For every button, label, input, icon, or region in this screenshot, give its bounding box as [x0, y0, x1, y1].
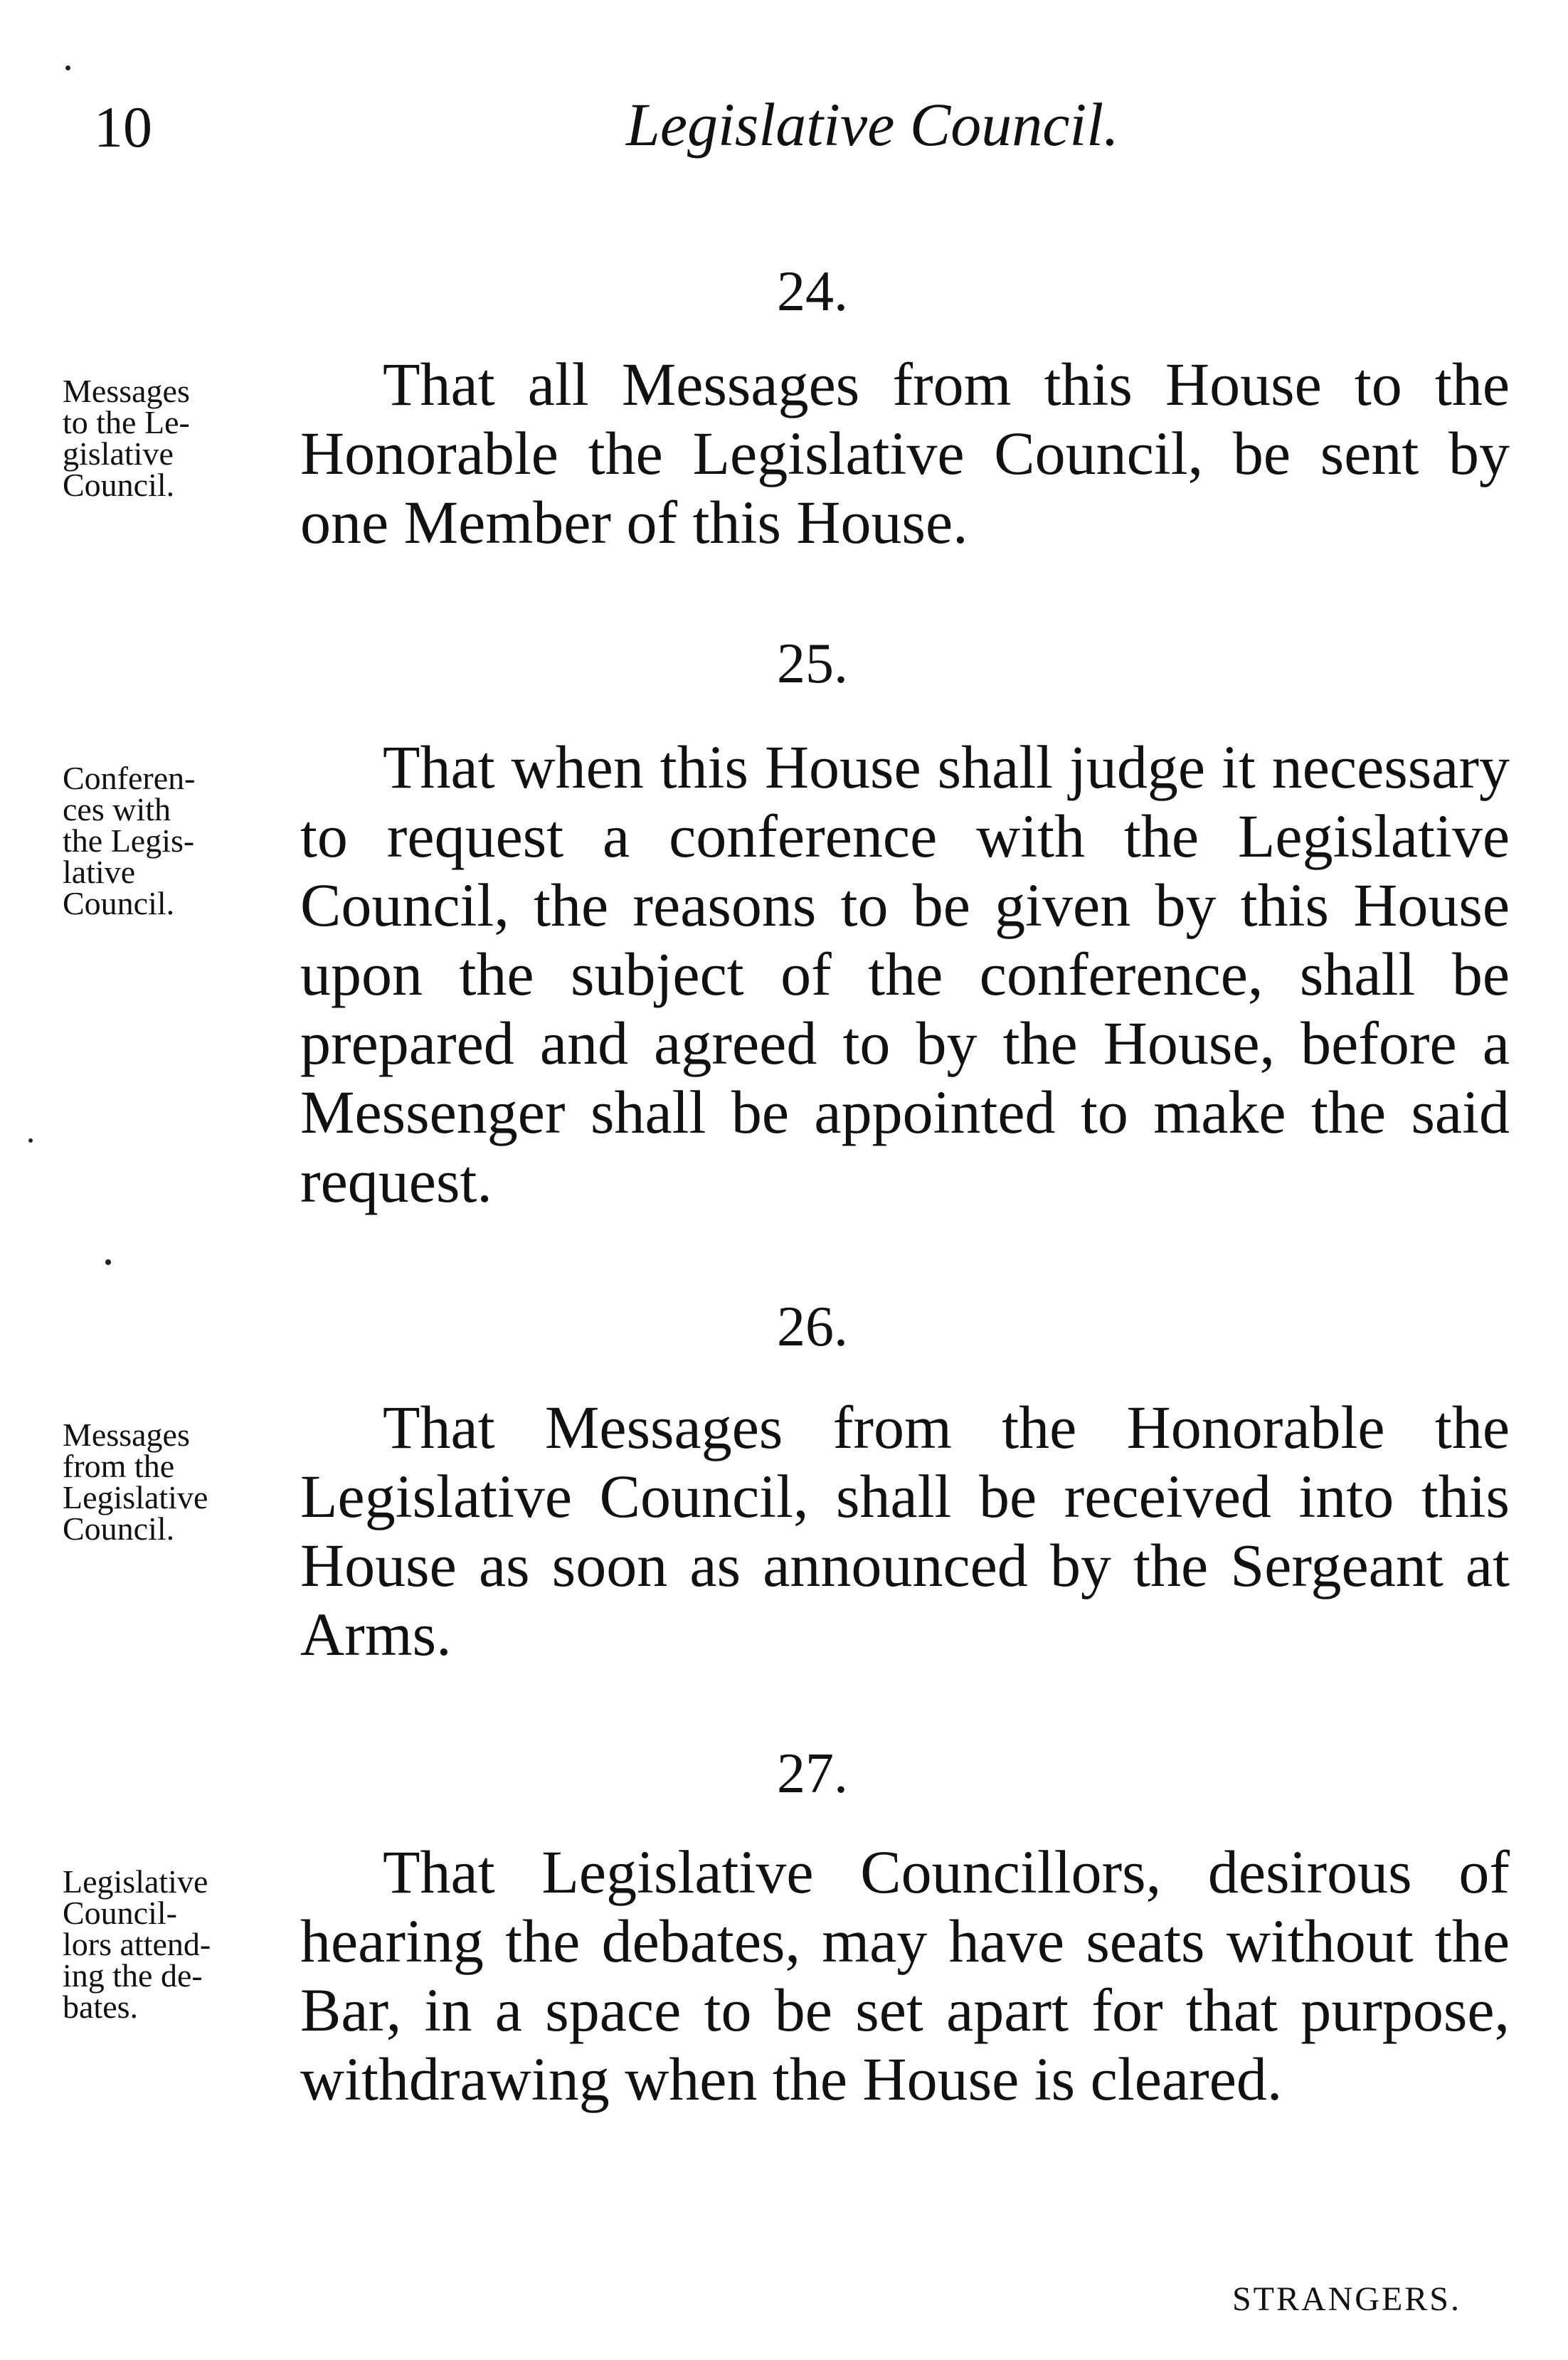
rule-number: 24.: [777, 260, 848, 323]
rule-text: That Legislative Councillors, desirous of hearing the debates, may have seats without the Bar, in a space to be set apart for that purpose, withdrawing when the House is cleared.: [300, 1838, 1510, 2113]
margin-note: Conferen- ces with the Legis- lative Council.: [63, 760, 196, 921]
catchword: STRANGERS.: [1231, 2280, 1461, 2318]
rule-number: 26.: [777, 1296, 848, 1358]
print-speck: [65, 65, 70, 70]
print-speck: [28, 1138, 33, 1143]
rule-text: That Messages from the Honorable the Legislative Council, shall be received into this House as soon as announced by the Sergeant at Arms.: [300, 1393, 1510, 1668]
rule-text: That all Messages from this House to the Honorable the Legislative Council, be sent by one Member of this House.: [300, 350, 1510, 556]
page-number: 10: [94, 95, 152, 159]
margin-note: Messages to the Le- gislative Council.: [63, 373, 190, 503]
margin-note: Legislative Council- lors attend- ing the de- bates.: [63, 1863, 211, 2025]
rule-number: 27.: [777, 1742, 848, 1805]
rule-number: 25.: [777, 633, 848, 695]
running-title: Legislative Council.: [626, 90, 1119, 159]
rule-text: That when this House shall judge it necessary to request a conference with the Legislative Council, the reasons to be given by this House upon the subject of the conference, shall be prepared and agreed to by the House, before a Messenger shall be appointed to make the said request.: [300, 733, 1510, 1215]
print-speck: [105, 1259, 111, 1265]
margin-note: Messages from the Legislative Council.: [63, 1417, 208, 1547]
